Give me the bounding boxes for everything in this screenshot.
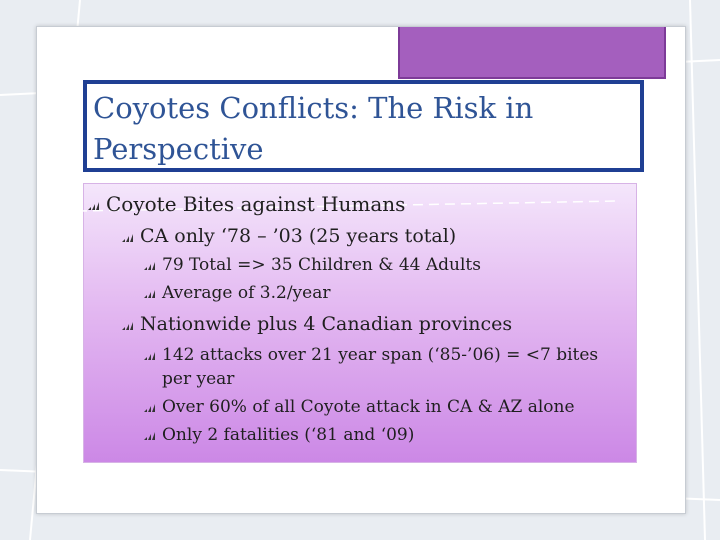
bullet-text: CA only ‘78 – ’03 (25 years total) (140, 225, 457, 247)
wifi-signal-bullet-icon (143, 350, 159, 361)
bullet-text: per year (162, 369, 235, 389)
wifi-signal-bullet-icon (143, 430, 159, 441)
wifi-signal-bullet-icon (87, 200, 103, 211)
bullet-text: Nationwide plus 4 Canadian provinces (140, 313, 513, 335)
bullet-text: 142 attacks over 21 year span (‘85-’06) = <7 bites (162, 345, 599, 365)
bullet-continuation (162, 369, 234, 389)
accent-bar (398, 27, 666, 79)
wifi-signal-bullet-icon (121, 320, 137, 331)
bullet-row (87, 192, 405, 216)
bullet-text: Over 60% of all Coyote attack in CA & AZ alone (162, 397, 575, 417)
slide (36, 26, 686, 514)
title-box (83, 80, 644, 172)
bullet-text: 79 Total => 35 Children & 44 Adults (162, 255, 481, 275)
wifi-signal-bullet-icon (143, 260, 159, 271)
wifi-signal-bullet-icon (143, 402, 159, 413)
bullet-text: Only 2 fatalities (‘81 and ‘09) (162, 425, 415, 445)
bullet-row (143, 345, 598, 365)
bullet-row (143, 425, 414, 445)
bullet-row (143, 255, 481, 275)
bullet-row (121, 313, 512, 335)
slide-title: Coyotes Conflicts: The Risk in Perspective (93, 91, 534, 166)
bullet-text: Average of 3.2/year (162, 283, 331, 303)
bullet-text: Coyote Bites against Humans (106, 192, 406, 216)
wifi-signal-bullet-icon (143, 288, 159, 299)
wifi-signal-bullet-icon (121, 232, 137, 243)
bullet-row (143, 397, 575, 417)
bullet-row (121, 225, 456, 247)
bullet-row (143, 283, 330, 303)
